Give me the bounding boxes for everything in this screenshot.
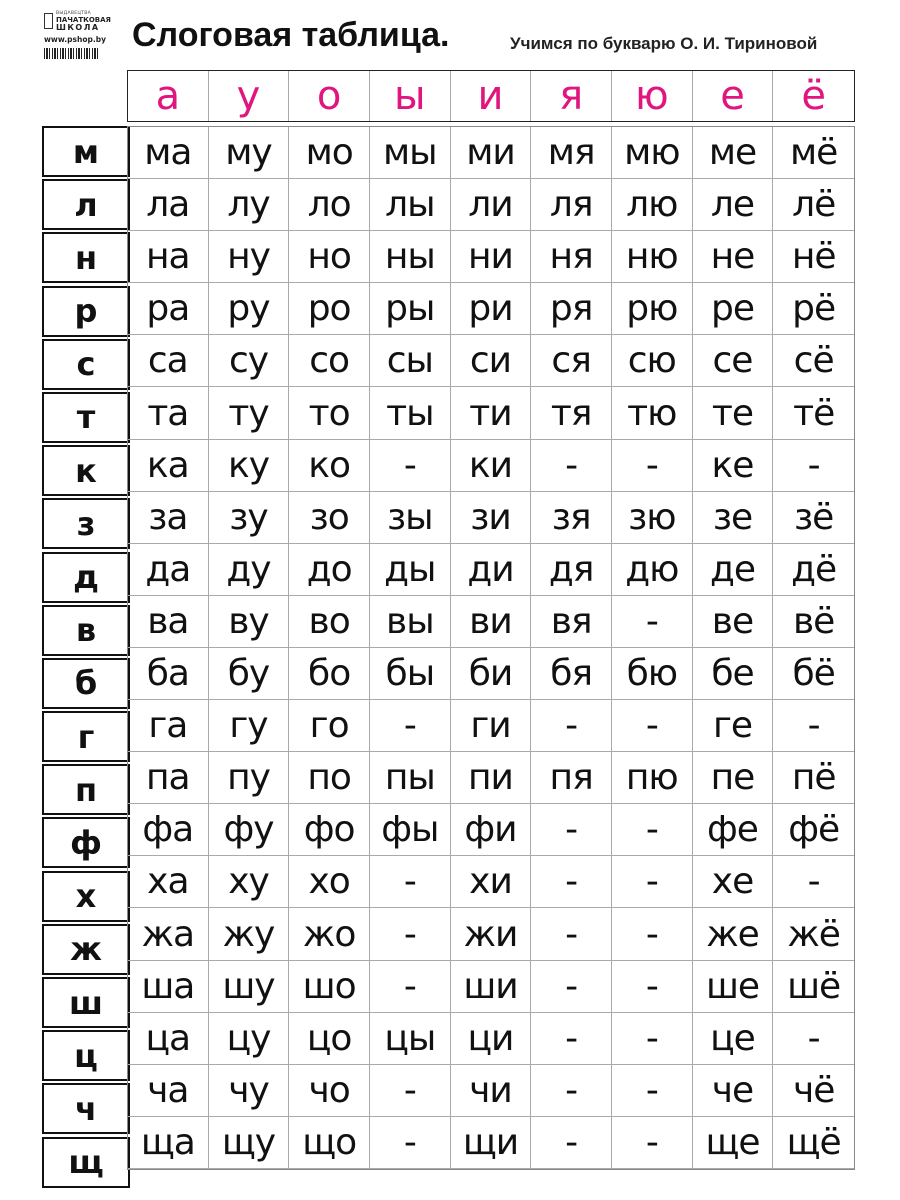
- syllable-cell: зы: [370, 492, 451, 544]
- syllable-cell: це: [693, 1013, 774, 1065]
- syllable-cell: ты: [370, 387, 451, 439]
- consonant-cell: в: [42, 605, 130, 656]
- syllable-cell: ду: [209, 544, 290, 596]
- page-subtitle: Учимся по букварю О. И. Тириновой: [510, 34, 818, 53]
- syllable-cell: -: [370, 700, 451, 752]
- syllable-cell: ша: [128, 961, 209, 1013]
- publisher-line-3: ШКОЛА: [56, 22, 100, 32]
- syllable-cell: мю: [612, 127, 693, 179]
- syllable-cell: фё: [773, 804, 854, 856]
- syllable-cell: ся: [531, 335, 612, 387]
- consonant-cell: ц: [42, 1030, 130, 1081]
- syllable-cell: -: [612, 908, 693, 960]
- syllable-cell: нё: [773, 231, 854, 283]
- vowel-header-cell: о: [289, 71, 370, 121]
- syllable-cell: -: [612, 856, 693, 908]
- syllable-cell: ба: [128, 648, 209, 700]
- syllable-cell: ге: [693, 700, 774, 752]
- syllable-cell: -: [612, 1117, 693, 1169]
- syllable-cell: да: [128, 544, 209, 596]
- consonant-cell: д: [42, 552, 130, 603]
- publisher-line-2: ПАЧАТКОВАЯ: [56, 15, 111, 24]
- consonant-cell: с: [42, 339, 130, 390]
- syllable-cell: щи: [451, 1117, 532, 1169]
- syllable-cell: вё: [773, 596, 854, 648]
- syllable-cell: фа: [128, 804, 209, 856]
- page-title: Слоговая таблица.: [132, 16, 450, 54]
- syllable-cell: мё: [773, 127, 854, 179]
- consonant-cell: х: [42, 871, 130, 922]
- syllable-cell: ли: [451, 179, 532, 231]
- syllable-cell: -: [612, 1065, 693, 1117]
- syllable-cell: ри: [451, 283, 532, 335]
- syllable-cell: ры: [370, 283, 451, 335]
- syllable-cell: ха: [128, 856, 209, 908]
- syllable-cell: ма: [128, 127, 209, 179]
- syllable-cell: сё: [773, 335, 854, 387]
- publisher-logo: [44, 12, 114, 32]
- syllable-cell: бу: [209, 648, 290, 700]
- syllable-cell: ги: [451, 700, 532, 752]
- syllable-cell: ку: [209, 440, 290, 492]
- syllable-cell: га: [128, 700, 209, 752]
- syllable-cell: рю: [612, 283, 693, 335]
- syllable-cell: во: [289, 596, 370, 648]
- syllable-cell: ще: [693, 1117, 774, 1169]
- syllable-cell: -: [370, 961, 451, 1013]
- publisher-line-1: ВЫДАВЕЦТВА: [56, 11, 91, 16]
- syllable-cell: дю: [612, 544, 693, 596]
- syllable-cell: -: [531, 1117, 612, 1169]
- syllable-cell: ти: [451, 387, 532, 439]
- syllable-cell: дя: [531, 544, 612, 596]
- consonant-cell: к: [42, 445, 130, 496]
- book-icon: [44, 13, 53, 29]
- syllable-cell: ке: [693, 440, 774, 492]
- vowel-header-cell: у: [209, 71, 290, 121]
- syllable-cell: бо: [289, 648, 370, 700]
- syllable-cell: -: [370, 908, 451, 960]
- consonant-cell: щ: [42, 1137, 130, 1188]
- syllable-cell: ни: [451, 231, 532, 283]
- syllable-cell: тё: [773, 387, 854, 439]
- syllable-cell: ци: [451, 1013, 532, 1065]
- consonant-cell: ж: [42, 924, 130, 975]
- syllable-cell: ву: [209, 596, 290, 648]
- syllable-cell: ко: [289, 440, 370, 492]
- syllable-cell: жа: [128, 908, 209, 960]
- syllable-cell: -: [531, 856, 612, 908]
- syllable-cell: шё: [773, 961, 854, 1013]
- syllable-cell: мя: [531, 127, 612, 179]
- syllable-cell: ле: [693, 179, 774, 231]
- consonant-cell: ч: [42, 1083, 130, 1134]
- syllable-cell: зу: [209, 492, 290, 544]
- syllable-cell: пю: [612, 752, 693, 804]
- syllable-cell: ня: [531, 231, 612, 283]
- syllable-cell: -: [531, 1013, 612, 1065]
- syllable-cell: хе: [693, 856, 774, 908]
- barcode-icon: [44, 48, 100, 59]
- syllable-cell: бё: [773, 648, 854, 700]
- syllable-cell: не: [693, 231, 774, 283]
- syllable-cell: ло: [289, 179, 370, 231]
- syllable-cell: зё: [773, 492, 854, 544]
- syllable-cell: тю: [612, 387, 693, 439]
- syllable-cell: ху: [209, 856, 290, 908]
- syllable-cell: сы: [370, 335, 451, 387]
- syllable-cell: ше: [693, 961, 774, 1013]
- syllable-cell: фо: [289, 804, 370, 856]
- syllable-cell: ро: [289, 283, 370, 335]
- syllable-cell: го: [289, 700, 370, 752]
- syllable-cell: ре: [693, 283, 774, 335]
- syllable-cell: чо: [289, 1065, 370, 1117]
- syllable-cell: му: [209, 127, 290, 179]
- syllable-cell: пы: [370, 752, 451, 804]
- syllable-cell: -: [531, 804, 612, 856]
- syllable-cell: жу: [209, 908, 290, 960]
- syllable-cell: лё: [773, 179, 854, 231]
- syllable-cell: ну: [209, 231, 290, 283]
- consonant-cell: ш: [42, 977, 130, 1028]
- syllable-cell: зе: [693, 492, 774, 544]
- syllable-cell: шу: [209, 961, 290, 1013]
- syllable-cell: ща: [128, 1117, 209, 1169]
- syllable-grid: [127, 126, 855, 1170]
- syllable-cell: -: [773, 440, 854, 492]
- syllable-cell: ка: [128, 440, 209, 492]
- syllable-cell: ча: [128, 1065, 209, 1117]
- syllable-cell: де: [693, 544, 774, 596]
- syllable-cell: вы: [370, 596, 451, 648]
- syllable-cell: зя: [531, 492, 612, 544]
- syllable-cell: жи: [451, 908, 532, 960]
- syllable-cell: тя: [531, 387, 612, 439]
- syllable-cell: -: [612, 804, 693, 856]
- syllable-cell: -: [370, 856, 451, 908]
- vowel-header-cell: ы: [370, 71, 451, 121]
- vowel-header-cell: е: [693, 71, 774, 121]
- syllable-cell: на: [128, 231, 209, 283]
- syllable-cell: фу: [209, 804, 290, 856]
- consonant-cell: ф: [42, 817, 130, 868]
- syllable-cell: лы: [370, 179, 451, 231]
- syllable-cell: ви: [451, 596, 532, 648]
- syllable-cell: ню: [612, 231, 693, 283]
- syllable-cell: -: [531, 961, 612, 1013]
- syllable-cell: ру: [209, 283, 290, 335]
- publisher-block: [44, 12, 114, 59]
- syllable-cell: се: [693, 335, 774, 387]
- consonant-cell: л: [42, 179, 130, 230]
- syllable-cell: бе: [693, 648, 774, 700]
- syllable-cell: цо: [289, 1013, 370, 1065]
- syllable-cell: -: [531, 440, 612, 492]
- syllable-cell: -: [612, 440, 693, 492]
- vowel-header-row: [127, 70, 855, 122]
- consonant-cell: р: [42, 286, 130, 337]
- consonant-cell: б: [42, 658, 130, 709]
- syllable-cell: су: [209, 335, 290, 387]
- syllable-cell: зю: [612, 492, 693, 544]
- syllable-cell: -: [370, 1065, 451, 1117]
- consonant-cell: н: [42, 232, 130, 283]
- syllable-cell: -: [773, 1013, 854, 1065]
- syllable-cell: лю: [612, 179, 693, 231]
- syllable-cell: -: [773, 700, 854, 752]
- syllable-cell: ши: [451, 961, 532, 1013]
- publisher-url: www.pshop.by: [44, 34, 106, 44]
- syllable-cell: ки: [451, 440, 532, 492]
- syllable-cell: пу: [209, 752, 290, 804]
- syllable-cell: ла: [128, 179, 209, 231]
- consonant-cell: з: [42, 498, 130, 549]
- syllable-cell: мы: [370, 127, 451, 179]
- syllable-cell: фи: [451, 804, 532, 856]
- syllable-cell: -: [531, 908, 612, 960]
- syllable-cell: по: [289, 752, 370, 804]
- syllable-cell: ми: [451, 127, 532, 179]
- syllable-cell: дё: [773, 544, 854, 596]
- syllable-cell: -: [370, 1117, 451, 1169]
- syllable-cell: ту: [209, 387, 290, 439]
- syllable-cell: зи: [451, 492, 532, 544]
- syllable-cell: сю: [612, 335, 693, 387]
- syllable-cell: до: [289, 544, 370, 596]
- syllable-cell: са: [128, 335, 209, 387]
- syllable-cell: бю: [612, 648, 693, 700]
- syllable-cell: ме: [693, 127, 774, 179]
- vowel-header-cell: ё: [801, 73, 826, 119]
- syllable-cell: хо: [289, 856, 370, 908]
- syllable-cell: пи: [451, 752, 532, 804]
- syllable-cell: но: [289, 231, 370, 283]
- vowel-header-cell: ю: [612, 71, 693, 121]
- syllable-cell: ря: [531, 283, 612, 335]
- syllable-cell: цу: [209, 1013, 290, 1065]
- syllable-cell: лу: [209, 179, 290, 231]
- syllable-cell: те: [693, 387, 774, 439]
- consonant-cell: т: [42, 392, 130, 443]
- syllable-cell: -: [612, 961, 693, 1013]
- syllable-cell: фе: [693, 804, 774, 856]
- syllable-cell: со: [289, 335, 370, 387]
- vowel-header-cell: а: [128, 71, 209, 121]
- syllable-cell: ды: [370, 544, 451, 596]
- syllable-cell: же: [693, 908, 774, 960]
- syllable-cell: чу: [209, 1065, 290, 1117]
- syllable-cell: -: [612, 596, 693, 648]
- syllable-cell: чи: [451, 1065, 532, 1117]
- syllable-cell: ля: [531, 179, 612, 231]
- syllable-cell: пё: [773, 752, 854, 804]
- consonant-cell: м: [42, 126, 130, 177]
- syllable-cell: -: [531, 1065, 612, 1117]
- syllable-cell: за: [128, 492, 209, 544]
- vowel-header-cell: я: [531, 71, 612, 121]
- syllable-cell: ди: [451, 544, 532, 596]
- syllable-cell: гу: [209, 700, 290, 752]
- syllable-cell: -: [370, 440, 451, 492]
- syllable-cell: вя: [531, 596, 612, 648]
- syllable-cell: пе: [693, 752, 774, 804]
- vowel-header-cell: и: [451, 71, 532, 121]
- syllable-cell: фы: [370, 804, 451, 856]
- syllable-cell: че: [693, 1065, 774, 1117]
- syllable-cell: бы: [370, 648, 451, 700]
- syllable-cell: -: [612, 700, 693, 752]
- syllable-cell: рё: [773, 283, 854, 335]
- syllable-cell: -: [531, 700, 612, 752]
- consonant-cell: п: [42, 764, 130, 815]
- syllable-cell: ва: [128, 596, 209, 648]
- syllable-cell: щу: [209, 1117, 290, 1169]
- syllable-cell: ца: [128, 1013, 209, 1065]
- consonant-column: [42, 126, 130, 1190]
- syllable-cell: жё: [773, 908, 854, 960]
- syllable-cell: що: [289, 1117, 370, 1169]
- syllable-cell: щё: [773, 1117, 854, 1169]
- syllable-cell: зо: [289, 492, 370, 544]
- syllable-cell: цы: [370, 1013, 451, 1065]
- syllable-cell: си: [451, 335, 532, 387]
- syllable-cell: пя: [531, 752, 612, 804]
- syllable-cell: чё: [773, 1065, 854, 1117]
- syllable-cell: жо: [289, 908, 370, 960]
- syllable-cell: би: [451, 648, 532, 700]
- syllable-cell: -: [773, 856, 854, 908]
- syllable-cell: -: [612, 1013, 693, 1065]
- syllable-cell: ра: [128, 283, 209, 335]
- syllable-cell: мо: [289, 127, 370, 179]
- syllable-cell: бя: [531, 648, 612, 700]
- syllable-cell: та: [128, 387, 209, 439]
- syllable-cell: то: [289, 387, 370, 439]
- syllable-cell: ны: [370, 231, 451, 283]
- syllable-cell: ве: [693, 596, 774, 648]
- syllable-cell: па: [128, 752, 209, 804]
- syllable-cell: хи: [451, 856, 532, 908]
- consonant-cell: г: [42, 711, 130, 762]
- syllable-cell: шо: [289, 961, 370, 1013]
